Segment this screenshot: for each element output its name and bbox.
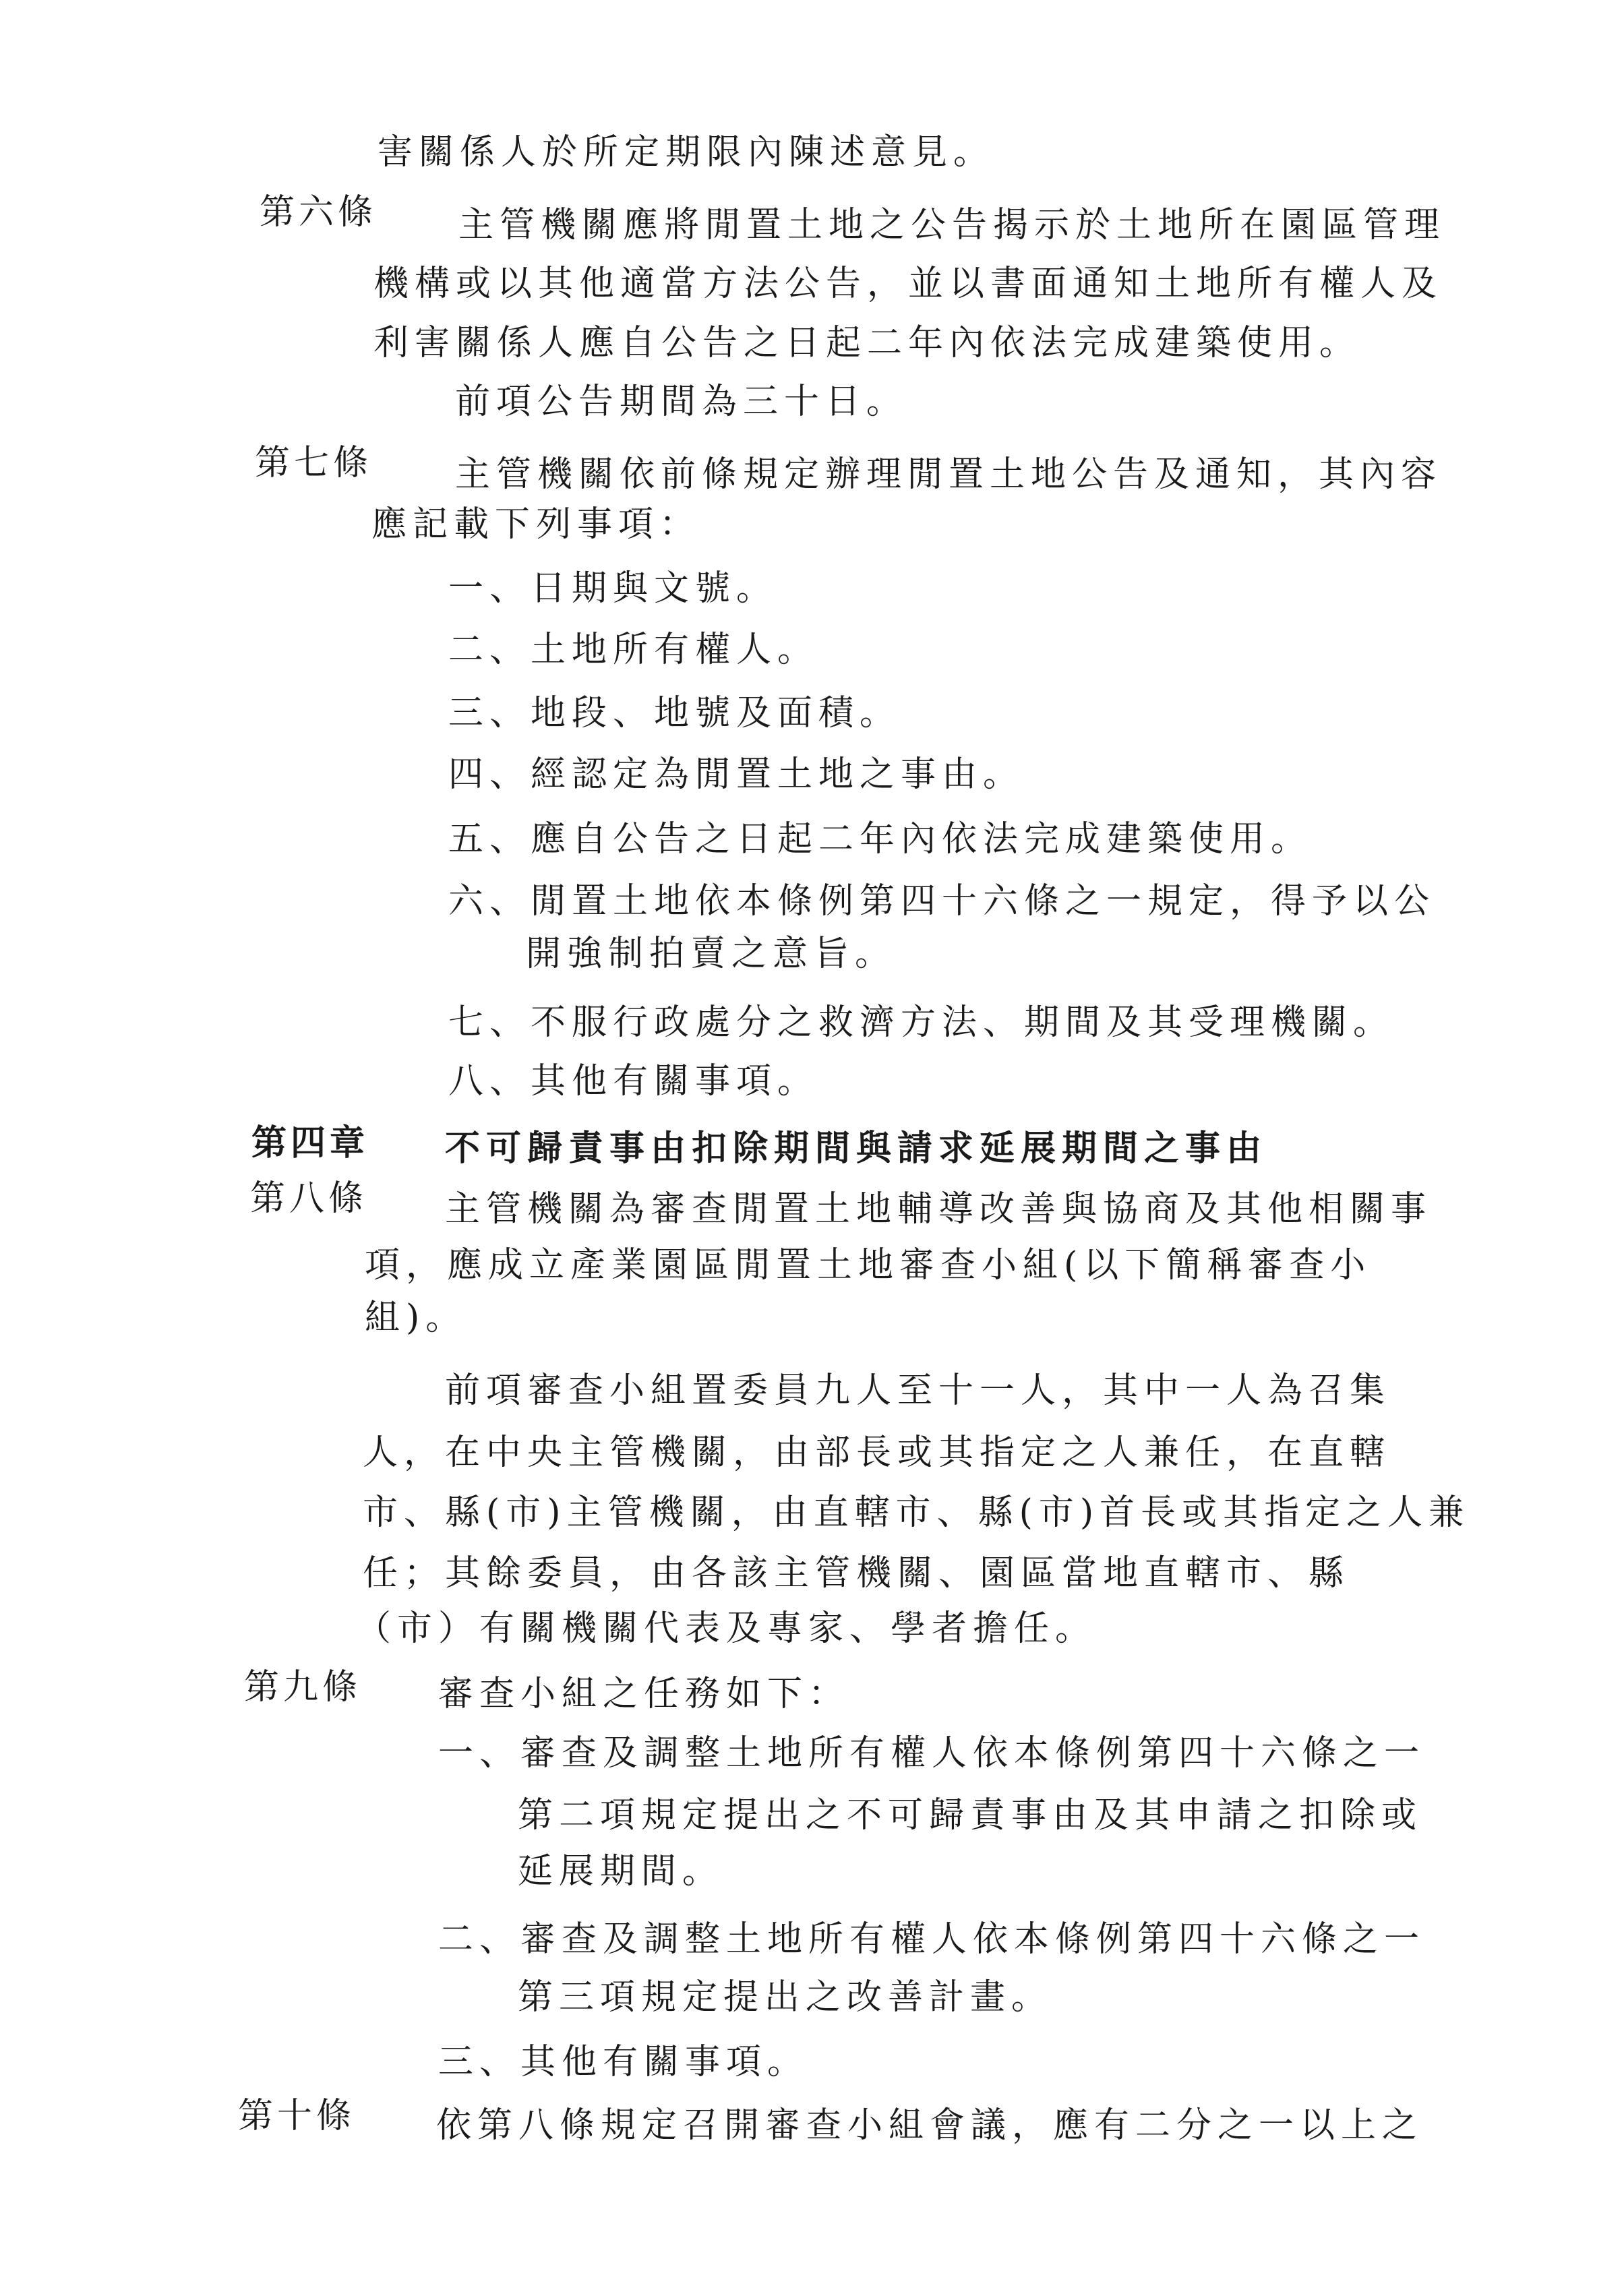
article-heading-7: 第七條 [255,443,373,483]
paragraph-line: 項，應成立產業園區閒置土地審查小組(以下簡稱審查小 [365,1245,1372,1286]
paragraph-line: （市）有關機關代表及專家、學者擔任。 [356,1608,1097,1649]
article-heading-6: 第六條 [260,192,378,233]
list-item: 四、經認定為閒置土地之事由。 [448,754,1025,795]
article-heading-10: 第十條 [238,2096,356,2136]
paragraph-line: 審查小組之任務如下： [438,1674,850,1714]
list-item: 二、審查及調整土地所有權人依本條例第四十六條之一 [438,1919,1426,1960]
chapter-title: 不可歸責事由扣除期間與請求延展期間之事由 [445,1128,1268,1169]
paragraph-line: 前項公告期間為三十日。 [455,382,908,422]
paragraph-line: 任；其餘委員，由各該主管機關、園區當地直轄市、縣 [363,1553,1350,1594]
paragraph-line: 害關係人於所定期限內陳述意見。 [378,132,995,173]
paragraph-line: 應記載下列事項： [371,504,701,545]
list-item: 五、應自公告之日起二年內依法完成建築使用。 [448,819,1313,859]
paragraph-line: 主管機關依前條規定辦理閒置土地公告及通知，其內容 [455,454,1443,495]
list-item: 二、土地所有權人。 [448,630,819,670]
list-item-continuation: 第三項規定提出之改善計畫。 [518,1977,1053,2018]
chapter-number: 第四章 [251,1122,369,1164]
list-item: 七、不服行政處分之救濟方法、期間及其受理機關。 [448,1002,1395,1043]
paragraph-line: 依第八條規定召開審查小組會議，應有二分之一以上之 [436,2105,1424,2146]
list-item: 三、其他有關事項。 [438,2042,809,2082]
list-item-continuation: 延展期間。 [518,1851,724,1892]
paragraph-line: 組)。 [365,1298,467,1338]
paragraph-line: 人，在中央主管機關，由部長或其指定之人兼任，在直轄 [363,1432,1391,1473]
paragraph-line: 市、縣(市)主管機關，由直轄市、縣(市)首長或其指定之人兼 [363,1492,1470,1533]
list-item-continuation: 第二項規定提出之不可歸責事由及其申請之扣除或 [518,1795,1423,1836]
paragraph-line: 主管機關應將閒置土地之公告揭示於土地所在園區管理 [458,205,1446,245]
list-item: 一、日期與文號。 [448,568,778,609]
list-item: 一、審查及調整土地所有權人依本條例第四十六條之一 [438,1733,1426,1774]
paragraph-line: 機構或以其他適當方法公告，並以書面通知土地所有權人及 [373,264,1443,304]
paragraph-line: 前項審查小組置委員九人至十一人，其中一人為召集 [445,1370,1391,1411]
list-item: 六、閒置土地依本條例第四十六條之一規定，得予以公 [448,881,1436,922]
list-item: 八、其他有關事項。 [448,1061,819,1101]
list-item: 三、地段、地號及面積。 [448,693,901,733]
article-heading-8: 第八條 [250,1178,368,1219]
paragraph-line: 主管機關為審查閒置土地輔導改善與協商及其他相關事 [445,1189,1433,1230]
list-item-continuation: 開強制拍賣之意旨。 [526,934,897,974]
article-heading-9: 第九條 [244,1667,362,1708]
paragraph-line: 利害關係人應自公告之日起二年內依法完成建築使用。 [373,323,1361,363]
